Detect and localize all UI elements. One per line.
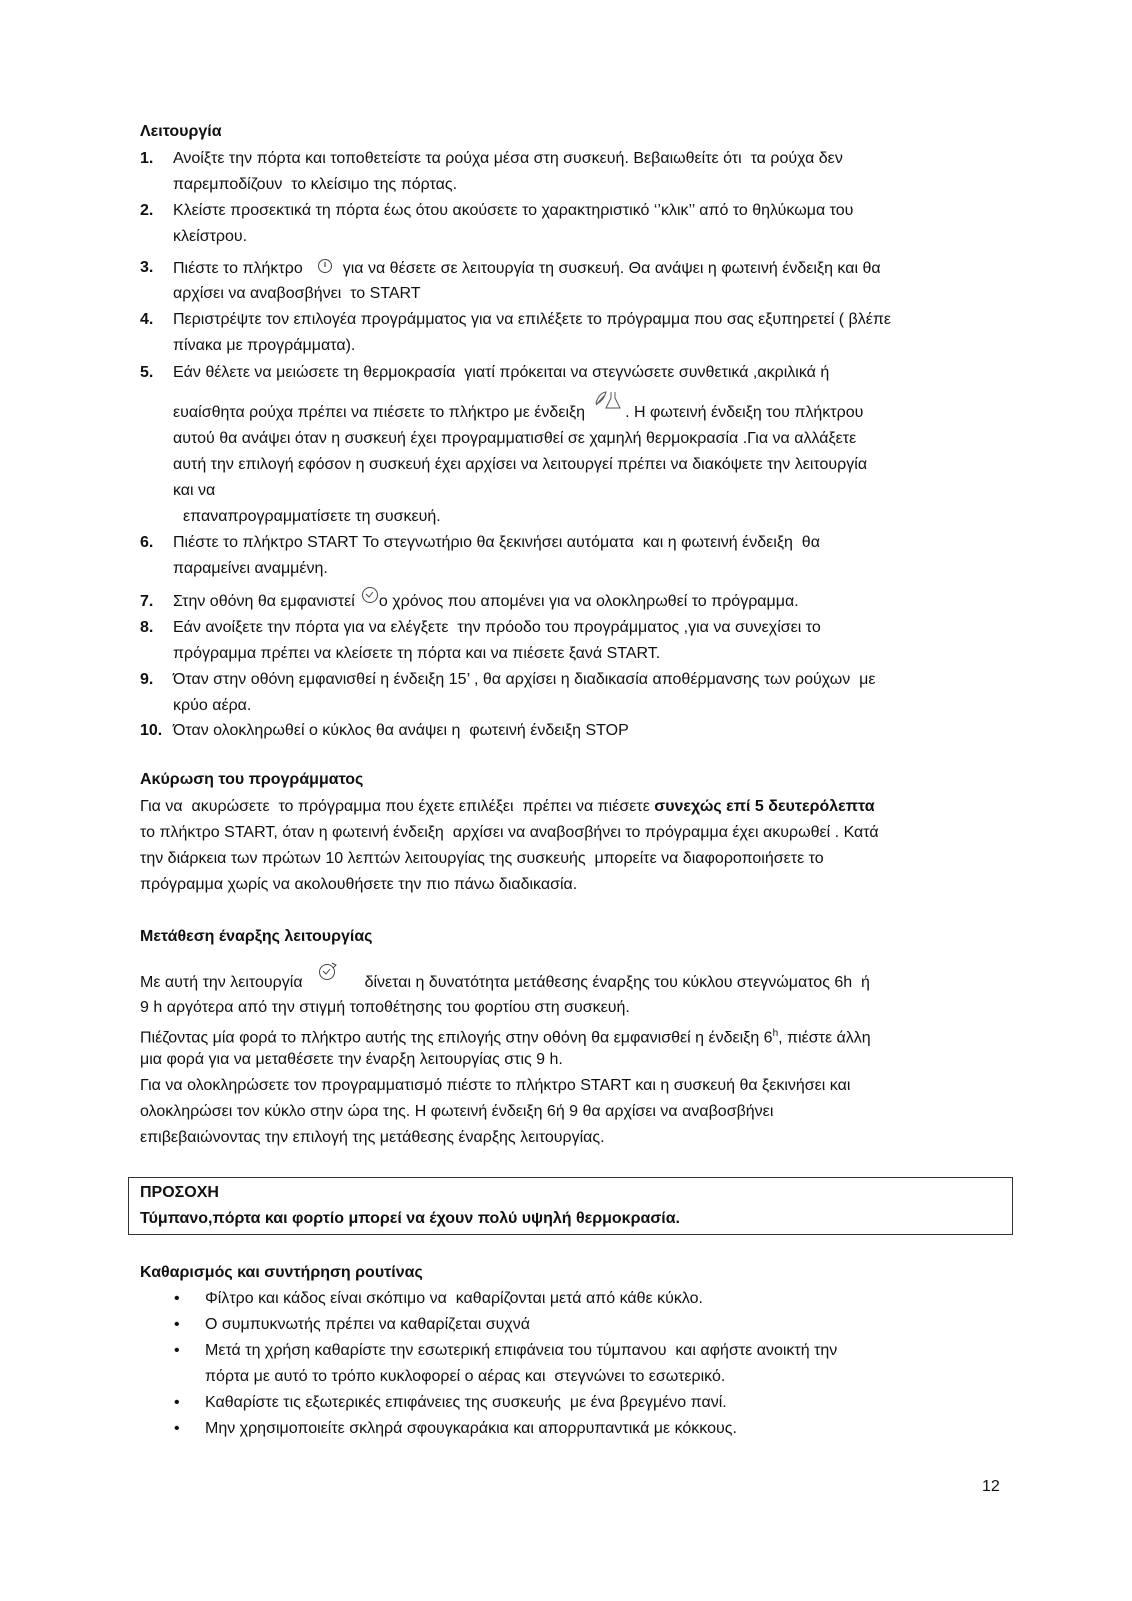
text: , πιέστε άλλη: [778, 1029, 871, 1047]
step-text: Ανοίξτε την πόρτα και τοποθετείστε τα ρούχα μέσα στη συσκευή. Βεβαιωθείτε ότι τα ρούχα δεν: [173, 150, 843, 167]
paragraph-line: την διάρκεια των πρώτων 10 λεπτών λειτουργίας της συσκευής μπορείτε να διαφοροποιήσετε το: [140, 850, 824, 867]
step-text: Πιέστε το πλήκτρο START Το στεγνωτήριο θα ξεκινήσει αυτόματα και η φωτεινή ένδειξη θα: [173, 534, 820, 551]
bullet: •: [174, 1342, 180, 1359]
step-number: 3.: [140, 259, 154, 276]
text: δίνεται η δυνατότητα μετάθεσης έναρξης του κύκλου στεγνώματος 6h ή: [364, 974, 870, 991]
step-text: [173, 403, 863, 423]
step-number: 8.: [140, 619, 154, 636]
step-number: 2.: [140, 202, 154, 219]
list-item: πόρτα με αυτό το τρόπο κυκλοφορεί ο αέρας και στεγνώνει το εσωτερικό.: [205, 1368, 726, 1385]
step-text: πίνακα με προγράμματα).: [173, 337, 356, 354]
paragraph-line: 9 h αργότερα από την στιγμή τοποθέτησης του φορτίου στη συσκευή.: [140, 999, 630, 1016]
step-text: Κλείστε προσεκτικά τη πόρτα έως ότου ακούσετε το χαρακτηριστικό ‘’κλικ’’ από το θηλύκωμα του: [173, 202, 854, 219]
paragraph-line: πρόγραμμα χωρίς να ακολουθήσετε την πιο πάνω διαδικασία.: [140, 876, 578, 893]
step-number: 6.: [140, 534, 154, 551]
step-number: 9.: [140, 671, 154, 688]
section-heading-operation: Λειτουργία: [140, 123, 222, 140]
paragraph-line: [140, 797, 875, 817]
step-text: αρχίσει να αναβοσβήνει το START: [173, 285, 421, 302]
step-text: πρόγραμμα πρέπει να κλείσετε τη πόρτα και να πιέσετε ξανά START.: [173, 645, 661, 662]
step-number: 10.: [140, 722, 163, 739]
power-icon: [317, 258, 333, 280]
text: Για να ακυρώσετε το πρόγραμμα που έχετε επιλέξει πρέπει να πιέσετε: [140, 798, 655, 815]
list-item: Ο συμπυκνωτής πρέπει να καθαρίζεται συχνά: [205, 1316, 530, 1333]
paragraph-line: το πλήκτρο START, όταν η φωτεινή ένδειξη αρχίσει να αναβοσβήνει το πρόγραμμα έχει ακυρωθεί . Κατά: [140, 824, 879, 841]
step-text-part: για να θέσετε σε λειτουργία τη συσκευή. Θα ανάψει η φωτεινή ένδειξη και θα: [342, 260, 881, 278]
list-item: Μετά τη χρήση καθαρίστε την εσωτερική επιφάνεια του τύμπανου και αφήστε ανοικτή την: [205, 1342, 838, 1359]
bullet: •: [174, 1316, 180, 1333]
paragraph-line: [140, 1024, 871, 1048]
step-text: Όταν ολοκληρωθεί ο κύκλος θα ανάψει η φωτεινή ένδειξη STOP: [173, 722, 629, 739]
clock-icon: [361, 586, 379, 610]
paragraph-line: επιβεβαιώνοντας την επιλογή της μετάθεσης έναρξης λειτουργίας.: [140, 1129, 605, 1146]
step-text: Εάν ανοίξετε την πόρτα για να ελέγξετε την πρόοδο του προγράμματος ,για να συνεχίσει το: [173, 619, 821, 636]
low-temperature-icon: [593, 389, 621, 417]
step-text: [173, 258, 881, 280]
superscript: h: [772, 1028, 779, 1039]
step-text-part: . Η φωτεινή ένδειξη του πλήκτρου: [625, 404, 864, 421]
step-text-part: Πιέστε το πλήκτρο: [173, 260, 303, 278]
step-text-part: Στην οθόνη θα εμφανιστεί: [173, 593, 355, 610]
bullet: •: [174, 1290, 180, 1307]
step-text-part: ευαίσθητα ρούχα πρέπει να πιέσετε το πλήκτρο με ένδειξη: [173, 404, 586, 421]
step-text: Περιστρέψτε τον επιλογέα προγράμματος για να επιλέξετε το πρόγραμμα που σας εξυπηρετεί ( βλέπε: [173, 311, 892, 328]
step-text: Όταν στην οθόνη εμφανισθεί η ένδειξη 15’ , θα αρχίσει η διαδικασία αποθέρμανσης των ρούχων με: [173, 671, 876, 688]
step-number: 7.: [140, 593, 154, 610]
step-text: αυτή την επιλογή εφόσον η συσκευή έχει αρχίσει να λειτουργεί πρέπει να διακόψετε την λειτουργία: [173, 456, 868, 473]
emphasis-text: συνεχώς επί 5 δευτερόλεπτα: [654, 798, 875, 815]
delay-start-icon: [317, 961, 339, 987]
warning-text: Τύμπανο,πόρτα και φορτίο μπορεί να έχουν πολύ υψηλή θερμοκρασία.: [140, 1210, 680, 1227]
step-number: 4.: [140, 311, 154, 328]
warning-title: ΠΡΟΣΟΧΗ: [140, 1184, 219, 1201]
step-text: κλείστρου.: [173, 228, 248, 245]
list-item: Καθαρίστε τις εξωτερικές επιφάνειες της συσκευής με ένα βρεγμένο πανί.: [205, 1394, 727, 1411]
paragraph-line: ολοκληρώσει τον κύκλο στην ώρα της. Η φωτεινή ένδειξη 6ή 9 θα αρχίσει να αναβοσβήνει: [140, 1103, 774, 1120]
section-heading-cancel: Ακύρωση του προγράμματος: [140, 771, 364, 788]
section-heading-cleaning: Καθαρισμός και συντήρηση ρουτίνας: [140, 1264, 423, 1281]
step-text: επαναπρογραμματίσετε τη συσκευή.: [183, 508, 441, 525]
step-text: Εάν θέλετε να μειώσετε τη θερμοκρασία γιατί πρόκειται να στεγνώσετε συνθετικά ,ακριλικά ή: [173, 364, 830, 381]
paragraph-line: Για να ολοκληρώσετε τον προγραμματισμό πιέστε το πλήκτρο START και η συσκευή θα ξεκινήσει και: [140, 1077, 851, 1094]
paragraph-line: μια φορά για να μεταθέσετε την έναρξη λειτουργίας στις 9 h.: [140, 1051, 563, 1068]
bullet: •: [174, 1420, 180, 1437]
step-text: παρεμποδίζουν το κλείσιμο της πόρτας.: [173, 176, 458, 193]
step-text: παραμείνει αναμμένη.: [173, 560, 328, 577]
step-text: αυτού θα ανάψει όταν η συσκευή έχει προγραμματισθεί σε χαμηλή θερμοκρασία .Για να αλλάξετε: [173, 430, 857, 447]
step-text: κρύο αέρα.: [173, 697, 252, 714]
step-text: [173, 592, 799, 612]
text: Πιέζοντας μία φορά το πλήκτρο αυτής της επιλογής στην οθόνη θα εμφανισθεί η ένδειξη 6: [140, 1029, 773, 1047]
step-number: 5.: [140, 364, 154, 381]
step-number: 1.: [140, 150, 154, 167]
step-text-part: ο χρόνος που απομένει για να ολοκληρωθεί το πρόγραμμα.: [378, 593, 799, 610]
section-heading-delay: Μετάθεση έναρξης λειτουργίας: [140, 928, 373, 945]
text: Με αυτή την λειτουργία: [140, 974, 303, 991]
step-text: και να: [173, 482, 216, 499]
page-number: 12: [982, 1478, 1000, 1495]
paragraph-line: [140, 973, 870, 993]
list-item: Φίλτρο και κάδος είναι σκόπιμο να καθαρίζονται μετά από κάθε κύκλο.: [205, 1290, 703, 1307]
bullet: •: [174, 1394, 180, 1411]
list-item: Μην χρησιμοποιείτε σκληρά σφουγκαράκια και απορρυπαντικά με κόκκους.: [205, 1420, 737, 1437]
